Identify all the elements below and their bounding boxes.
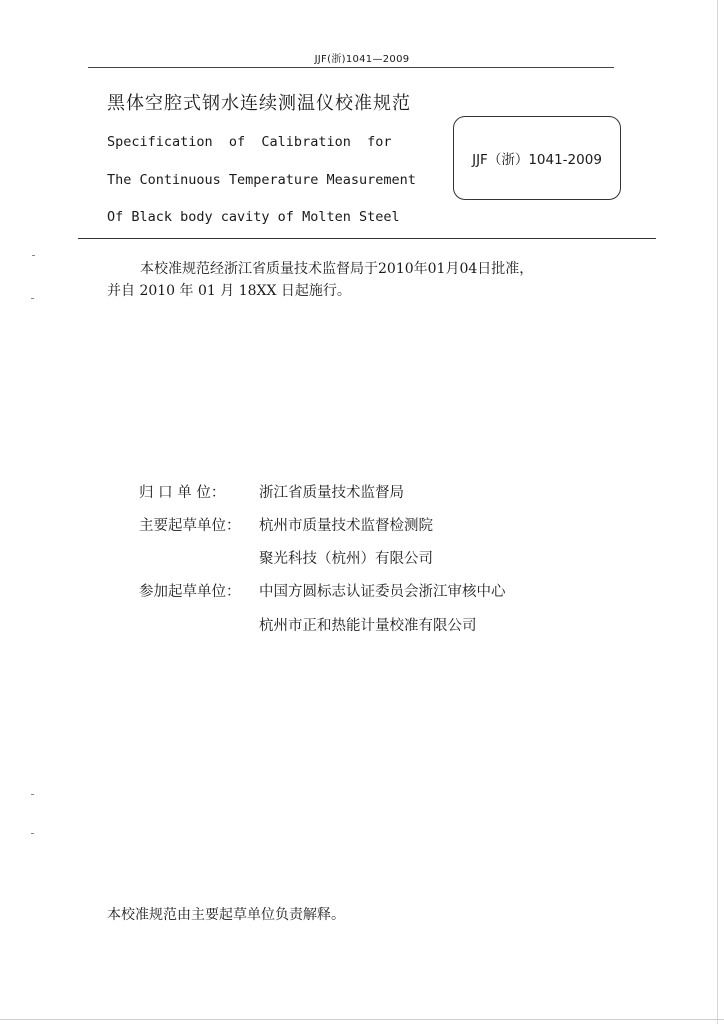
- standard-number: JJF（浙）1041-2009: [472, 152, 602, 168]
- participating-drafter-label: 参加起草单位：: [139, 584, 241, 600]
- main-drafter-label: 主要起草单位：: [139, 518, 241, 534]
- title-english-line-1: Specification of Calibration for: [107, 134, 392, 150]
- participating-drafter-row: [139, 580, 506, 601]
- title-english-line-3: Of Black body cavity of Molten Steel: [107, 209, 400, 225]
- scan-speck: [31, 833, 34, 834]
- header-rule: [88, 67, 614, 68]
- participating-drafter-1: 中国方圆标志认证委员会浙江审核中心: [259, 584, 506, 600]
- approval-line-1: 本校准规范经浙江省质量技术监督局于2010年01月04日批准，: [140, 261, 534, 277]
- responsible-unit: 浙江省质量技术监督局: [259, 485, 404, 501]
- page-bottom-edge: [0, 1019, 724, 1020]
- page-edge-shadow: [717, 0, 718, 1024]
- responsible-unit-label: 归 口 单 位：: [139, 485, 226, 501]
- participating-drafter-2: 杭州市正和热能计量校准有限公司: [259, 618, 477, 634]
- approval-statement: [107, 258, 627, 302]
- scan-speck: [32, 255, 35, 256]
- running-header-code: JJF(浙)1041—2009: [314, 54, 410, 65]
- main-drafter-row: [139, 514, 433, 535]
- interpretation-note: 本校准规范由主要起草单位负责解释。: [107, 907, 345, 923]
- scan-speck: [31, 794, 34, 795]
- approval-line-2: 并自 2010 年 01 月 18XX 日起施行。: [107, 283, 351, 299]
- title-rule: [78, 238, 656, 239]
- main-drafter-1: 杭州市质量技术监督检测院: [259, 518, 433, 534]
- scan-speck: [31, 298, 34, 299]
- title-english-line-2: The Continuous Temperature Measurement: [107, 172, 416, 188]
- responsible-unit-row: [139, 481, 404, 502]
- standard-number-box: [453, 116, 621, 200]
- main-drafter-2: 聚光科技（杭州）有限公司: [259, 551, 433, 567]
- title-chinese: 黑体空腔式钢水连续测温仪校准规范: [107, 93, 411, 114]
